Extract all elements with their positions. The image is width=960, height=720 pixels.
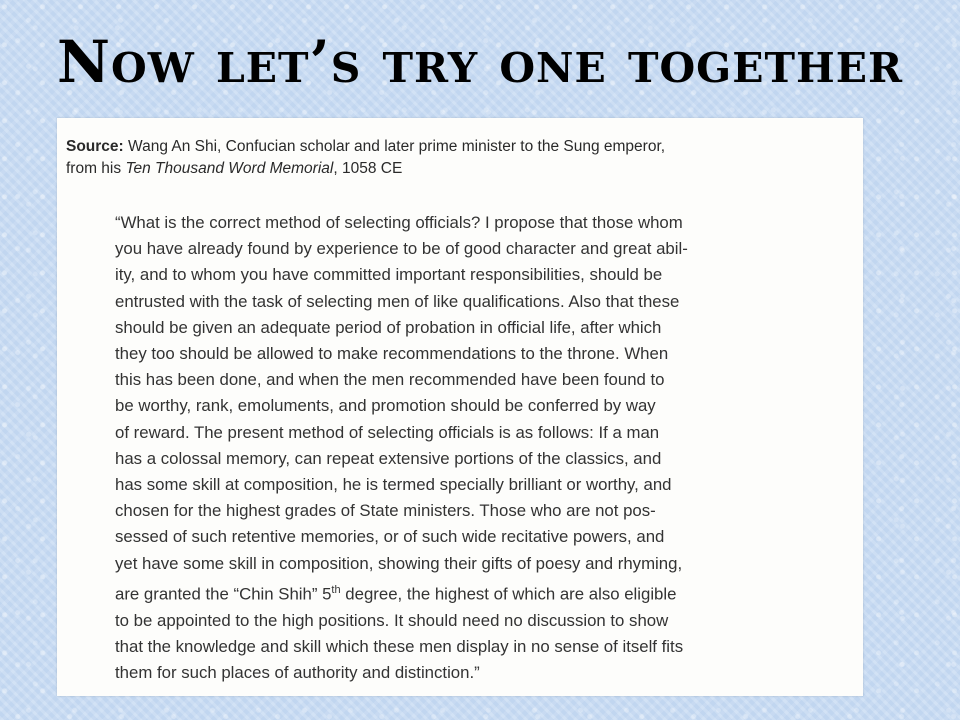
quote-line-14: yet have some skill in composition, showing their gifts of poesy and rhyming,	[115, 553, 683, 573]
quote-line-17: that the knowledge and skill which these men display in no sense of itself fits	[115, 636, 684, 656]
quote-line-18: them for such places of authority and distinction.”	[115, 663, 480, 683]
slide-title: Now let’s try one together	[56, 28, 904, 96]
quote-line-10: has a colossal memory, can repeat extensive portions of the classics, and	[115, 448, 662, 468]
quote-line-11: has some skill at composition, he is termed specially brilliant or worthy, and	[115, 475, 672, 495]
source-author-line: Wang An Shi, Confucian scholar and later prime minister to the Sung emperor,	[123, 138, 666, 155]
quote-line-5: should be given an adequate period of probation in official life, after which	[115, 317, 662, 337]
quote-line-15: are granted the “Chin Shih” 5th degree, the highest of which are also eligible	[115, 583, 677, 604]
source-work-title: Ten Thousand Word Memorial	[125, 160, 334, 177]
ordinal-suffix: th	[331, 583, 341, 596]
quote-line-4: entrusted with the task of selecting men of like qualifications. Also that these	[115, 291, 680, 311]
quote-line-1: “What is the correct method of selecting officials? I propose that those whom	[115, 213, 683, 232]
quote-line-9: of reward. The present method of selecting officials is as follows: If a man	[115, 422, 660, 442]
quote-line-16: to be appointed to the high positions. It should need no discussion to show	[115, 610, 669, 630]
source-date: , 1058 CE	[333, 160, 403, 177]
quote-line-12: chosen for the highest grades of State ministers. Those who are not pos-	[115, 501, 656, 521]
quote-line-3: ity, and to whom you have committed important responsibilities, should be	[115, 265, 663, 285]
document-excerpt	[57, 118, 863, 696]
quote-line-2: you have already found by experience to be of good character and great abil-	[115, 239, 688, 259]
quote-line-13: sessed of such retentive memories, or of such wide recitative powers, and	[115, 527, 665, 547]
quote-line-7: this has been done, and when the men recommended have been found to	[115, 370, 665, 390]
quote-line-8: be worthy, rank, emoluments, and promotion should be conferred by way	[115, 396, 656, 416]
quote-passage	[115, 210, 850, 686]
source-from-text: from his	[66, 160, 126, 177]
quote-line-6: they too should be allowed to make recommendations to the throne. When	[115, 344, 669, 364]
source-citation	[66, 136, 856, 180]
source-label: Source:	[66, 138, 124, 155]
